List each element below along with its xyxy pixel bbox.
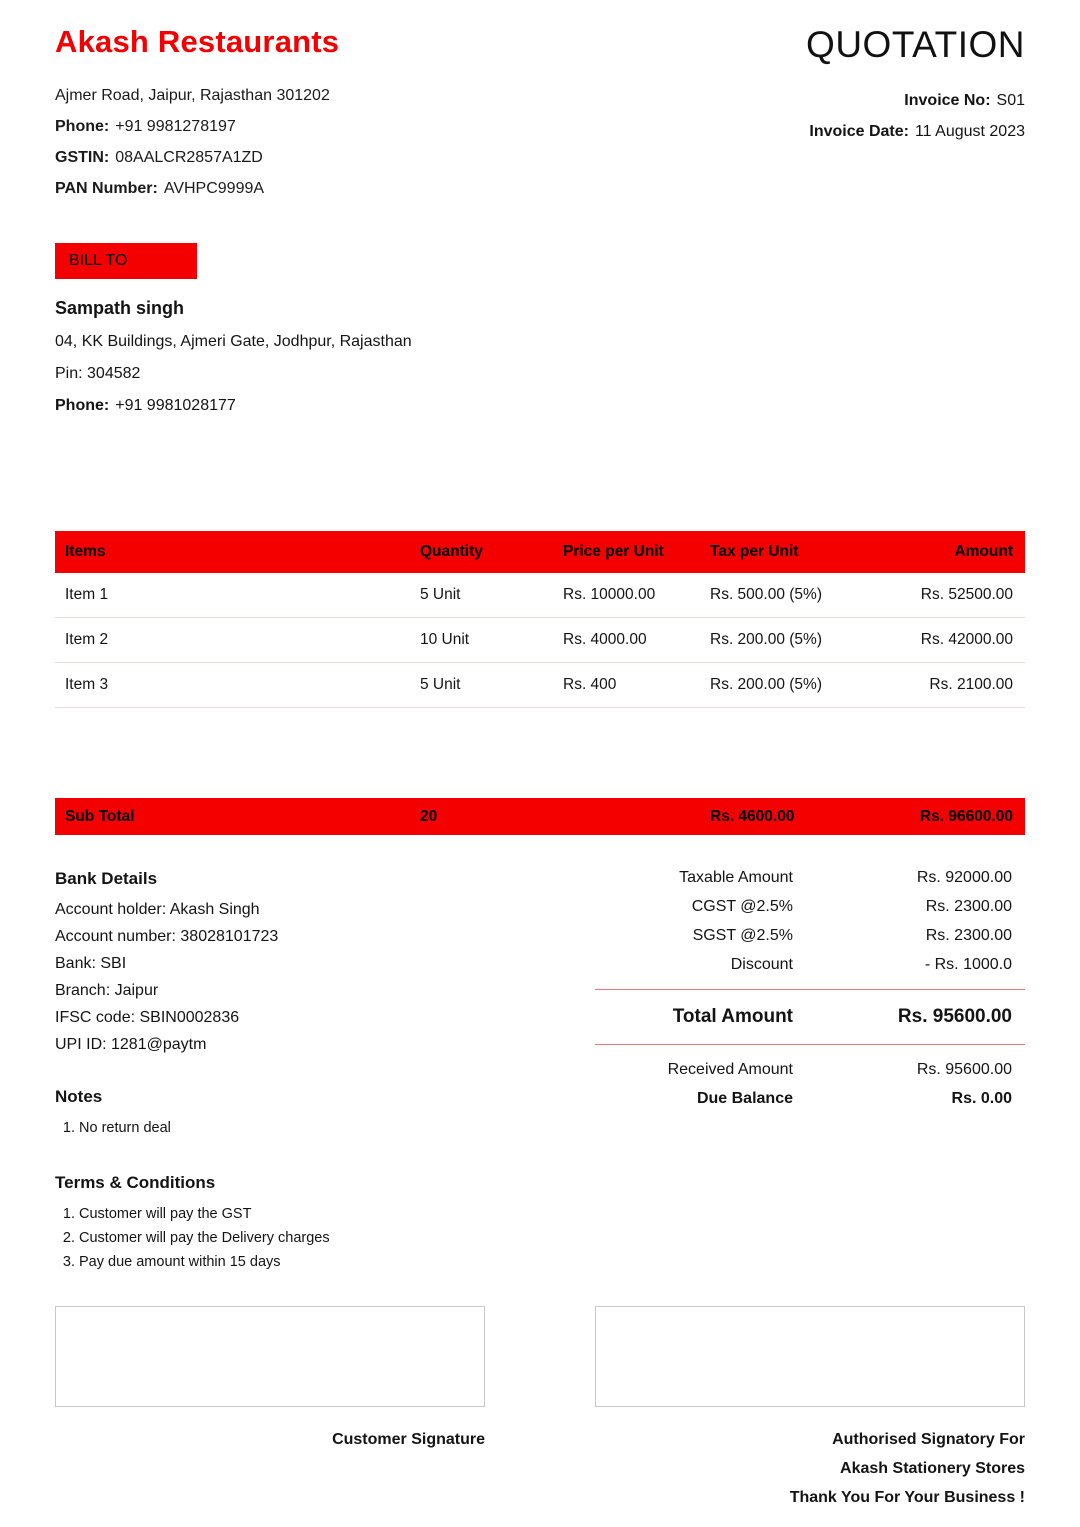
company-phone-value: +91 9981278197 — [115, 118, 236, 135]
term-item: 1. Customer will pay the GST — [79, 1206, 525, 1223]
thank-you-note: Thank You For Your Business ! — [789, 1489, 1025, 1506]
cell-quantity: 5 Unit — [420, 586, 461, 603]
totals-divider — [595, 1044, 1025, 1045]
cell-amount: Rs. 52500.00 — [920, 586, 1013, 603]
customer-signature-block — [55, 1306, 485, 1483]
invoice-date — [806, 123, 1025, 141]
cgst-value: Rs. 2300.00 — [925, 898, 1012, 915]
taxable-amount-row — [595, 869, 1025, 887]
table-row — [55, 663, 1025, 708]
document-title: QUOTATION — [806, 24, 1025, 65]
invoice-no-value: S01 — [996, 92, 1025, 109]
terms-title: Terms & Conditions — [55, 1173, 216, 1192]
bank-upi: UPI ID: 1281@paytm — [55, 1036, 207, 1053]
invoice-date-label: Invoice Date: — [809, 123, 909, 140]
company-gstin-value: 08AALCR2857A1ZD — [115, 149, 263, 166]
bank-account-holder: Account holder: Akash Singh — [55, 901, 260, 918]
header-amount: Amount — [954, 543, 1013, 560]
bank-details-title: Bank Details — [55, 869, 158, 888]
taxable-amount-value: Rs. 92000.00 — [916, 869, 1012, 886]
taxable-amount-label: Taxable Amount — [679, 869, 793, 886]
term-item: 3. Pay due amount within 15 days — [79, 1254, 525, 1271]
authorised-signatory-label — [595, 1425, 1025, 1483]
authorised-signature-box — [595, 1306, 1025, 1407]
notes-title: Notes — [55, 1087, 103, 1106]
discount-label: Discount — [730, 956, 793, 973]
cell-tax: Rs. 200.00 (5%) — [710, 676, 822, 693]
customer-phone-label: Phone: — [55, 397, 110, 414]
header-quantity: Quantity — [420, 543, 483, 560]
totals-divider — [595, 989, 1025, 990]
items-table-header — [55, 531, 1025, 573]
cell-price: Rs. 4000.00 — [563, 631, 647, 648]
customer-name: Sampath singh — [55, 298, 185, 318]
customer-phone-value: +91 9981028177 — [115, 397, 236, 414]
customer-signature-label: Customer Signature — [332, 1431, 485, 1448]
cell-price: Rs. 400 — [563, 676, 617, 693]
total-amount-value: Rs. 95600.00 — [897, 1006, 1012, 1027]
sgst-label: SGST @2.5% — [692, 927, 793, 944]
total-amount-label: Total Amount — [672, 1006, 793, 1027]
customer-address: 04, KK Buildings, Ajmeri Gate, Jodhpur, Rajasthan — [55, 333, 412, 350]
signatures-section — [55, 1306, 1025, 1483]
bank-ifsc: IFSC code: SBIN0002836 — [55, 1009, 240, 1026]
company-gstin-label: GSTIN: — [55, 149, 110, 166]
subtotal-label: Sub Total — [65, 807, 135, 825]
invoice-no — [806, 92, 1025, 110]
total-amount-row — [595, 1006, 1025, 1028]
cell-item: Item 1 — [65, 586, 109, 603]
company-phone-label: Phone: — [55, 118, 110, 135]
table-row — [55, 573, 1025, 618]
cell-tax: Rs. 500.00 (5%) — [710, 586, 822, 603]
cell-amount: Rs. 2100.00 — [929, 676, 1013, 693]
table-row — [55, 618, 1025, 663]
company-address: Ajmer Road, Jaipur, Rajasthan 301202 — [55, 87, 330, 104]
received-amount-value: Rs. 95600.00 — [916, 1061, 1012, 1078]
bill-to-badge: BILL TO — [55, 243, 197, 279]
bank-details — [55, 901, 525, 1054]
bank-account-number: Account number: 38028101723 — [55, 928, 279, 945]
company-pan-value: AVHPC9999A — [163, 180, 265, 197]
received-amount-row — [595, 1061, 1025, 1079]
terms-list — [55, 1206, 525, 1271]
cgst-row — [595, 898, 1025, 916]
cgst-label: CGST @2.5% — [691, 898, 793, 915]
received-amount-label: Received Amount — [667, 1061, 793, 1078]
company-name: Akash Restaurants — [55, 24, 340, 59]
document-meta-block — [806, 24, 1025, 154]
company-phone — [55, 118, 339, 136]
sgst-value: Rs. 2300.00 — [925, 927, 1012, 944]
authorised-signatory-line1: Authorised Signatory For — [832, 1431, 1025, 1448]
cell-quantity: 10 Unit — [420, 631, 470, 648]
discount-row — [595, 956, 1025, 974]
header — [55, 24, 1025, 211]
bank-branch: Branch: Jaipur — [55, 982, 159, 999]
subtotal-quantity: 20 — [420, 807, 438, 825]
header-price: Price per Unit — [563, 543, 664, 560]
cell-item: Item 3 — [65, 676, 109, 693]
cell-amount: Rs. 42000.00 — [920, 631, 1013, 648]
bank-name: Bank: SBI — [55, 955, 127, 972]
items-table — [55, 531, 1025, 708]
subtotal-bar — [55, 798, 1025, 835]
company-pan — [55, 180, 339, 198]
header-items: Items — [65, 543, 106, 560]
note-item: 1. No return deal — [79, 1120, 525, 1137]
customer-pin: Pin: 304582 — [55, 365, 141, 382]
company-gstin — [55, 149, 339, 167]
customer-signature-box — [55, 1306, 485, 1407]
due-balance-row — [595, 1090, 1025, 1108]
company-pan-label: PAN Number: — [55, 180, 158, 197]
subtotal-tax: Rs. 4600.00 — [710, 807, 795, 825]
company-block — [55, 24, 339, 211]
term-item: 2. Customer will pay the Delivery charges — [79, 1230, 525, 1247]
cell-quantity: 5 Unit — [420, 676, 461, 693]
cell-price: Rs. 10000.00 — [563, 586, 656, 603]
notes-list — [55, 1120, 525, 1137]
invoice-no-label: Invoice No: — [904, 92, 991, 109]
totals-panel — [595, 869, 1025, 1278]
cell-item: Item 2 — [65, 631, 109, 648]
invoice-date-value: 11 August 2023 — [914, 123, 1025, 140]
discount-value: - Rs. 1000.0 — [924, 956, 1012, 973]
left-column — [55, 869, 525, 1278]
sgst-row — [595, 927, 1025, 945]
due-balance-label: Due Balance — [696, 1090, 793, 1107]
customer-phone — [55, 397, 1025, 415]
due-balance-value: Rs. 0.00 — [951, 1090, 1012, 1107]
header-tax: Tax per Unit — [710, 543, 799, 560]
authorised-signatory-line2: Akash Stationery Stores — [840, 1460, 1025, 1477]
authorised-signature-block — [595, 1306, 1025, 1483]
lower-section — [55, 869, 1025, 1278]
cell-tax: Rs. 200.00 (5%) — [710, 631, 822, 648]
subtotal-amount: Rs. 96600.00 — [919, 807, 1013, 825]
